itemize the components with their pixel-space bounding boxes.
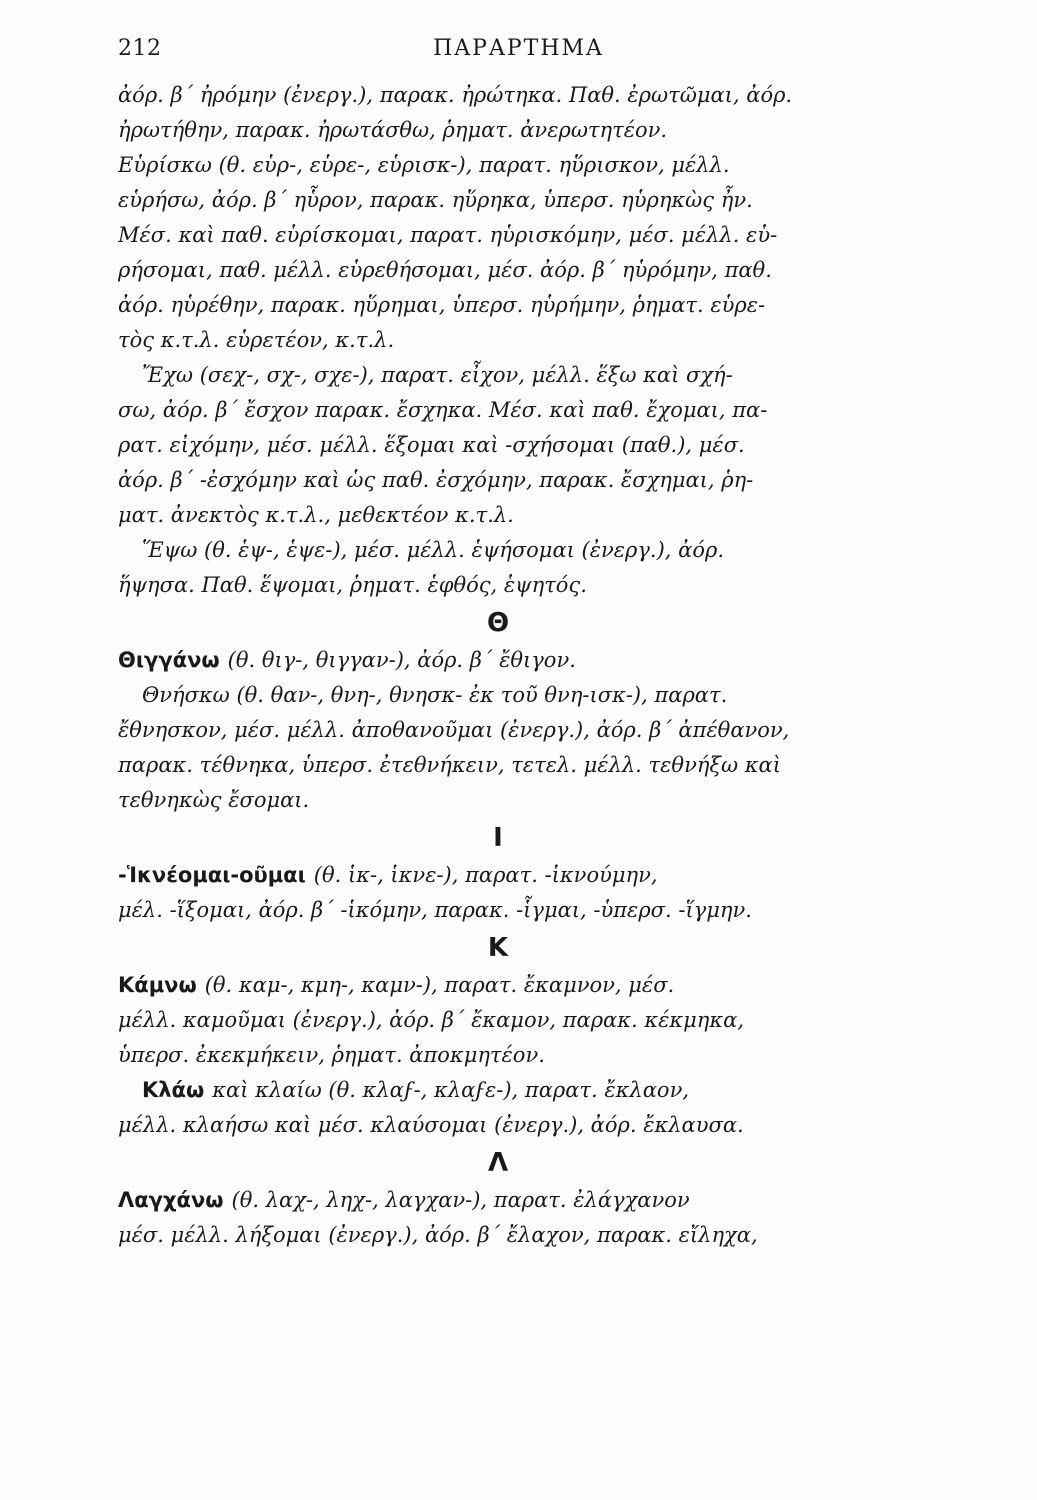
line-text: παρακ. τέθνηκα, ὑπερσ. ἐτεθνήκειν, τετελ. μέλλ. τεθνήξω καὶ bbox=[118, 753, 781, 777]
line-text: ἠρωτήθην, παρακ. ἠρωτάσθω, ῥηματ. ἀνερωτητέον. bbox=[118, 118, 668, 142]
text-line bbox=[118, 323, 878, 358]
line-text: ρατ. εἰχόμην, μέσ. μέλλ. ἕξομαι καὶ -σχήσομαι (παθ.), μέσ. bbox=[118, 433, 745, 457]
line-text: (θ. θιγ-, θιγγαν-), ἀόρ. β΄ ἔθιγον. bbox=[227, 648, 576, 672]
entry-head-line bbox=[118, 968, 878, 1003]
text-line bbox=[118, 1003, 878, 1038]
section-letter: Ι bbox=[493, 823, 503, 853]
page-header bbox=[118, 28, 919, 68]
page-body bbox=[118, 78, 878, 1253]
text-line bbox=[118, 463, 878, 498]
text-line bbox=[118, 1108, 878, 1143]
line-text: μέλ. -ἵξομαι, ἀόρ. β΄ -ἱκόμην, παρακ. -ἷγμαι, -ὑπερσ. -ἵγμην. bbox=[118, 898, 752, 922]
text-line bbox=[118, 533, 878, 568]
text-line bbox=[118, 183, 878, 218]
line-text: ἀόρ. β΄ ἠρόμην (ἐνεργ.), παρακ. ἠρώτηκα. Παθ. ἐρωτῶμαι, ἀόρ. bbox=[118, 83, 793, 107]
text-line bbox=[118, 568, 878, 603]
text-line bbox=[118, 713, 878, 748]
text-line bbox=[118, 393, 878, 428]
line-text: μέσ. μέλλ. λήξομαι (ἐνεργ.), ἀόρ. β΄ ἔλαχον, παρακ. εἴληχα, bbox=[118, 1223, 758, 1247]
entry-head-line bbox=[118, 1183, 878, 1218]
line-text: τὸς κ.τ.λ. εὑρετέον, κ.τ.λ. bbox=[118, 328, 395, 352]
line-text: τεθνηκὼς ἔσομαι. bbox=[118, 788, 310, 812]
section-letter: Λ bbox=[487, 1148, 509, 1178]
entry-lemma: -Ἱκνέομαι-οῦμαι bbox=[118, 863, 306, 887]
line-text: Ἕψω (θ. ἑψ-, ἑψε-), μέσ. μέλλ. ἑψήσομαι (ἐνεργ.), ἀόρ. bbox=[142, 538, 724, 562]
text-line bbox=[118, 748, 878, 783]
entry-lemma: Λαγχάνω bbox=[118, 1188, 224, 1212]
page-number: 212 bbox=[118, 36, 162, 61]
text-line bbox=[118, 1218, 878, 1253]
entry-head-line bbox=[118, 1073, 878, 1108]
line-text: ὑπερσ. ἐκεκμήκειν, ῥηματ. ἀποκμητέον. bbox=[118, 1043, 545, 1067]
line-text: Μέσ. καὶ παθ. εὑρίσκομαι, παρατ. ηὑρισκόμην, μέσ. μέλλ. εὑ- bbox=[118, 223, 778, 247]
text-line bbox=[118, 218, 878, 253]
line-text: καὶ κλαίω (θ. κλαϝ-, κλαϝε-), παρατ. ἔκλαον, bbox=[212, 1078, 690, 1102]
line-text: ἔθνησκον, μέσ. μέλλ. ἀποθανοῦμαι (ἐνεργ.), ἀόρ. β΄ ἀπέθανον, bbox=[118, 718, 790, 742]
text-line bbox=[118, 1038, 878, 1073]
line-text: Ἔχω (σεχ-, σχ-, σχε-), παρατ. εἶχον, μέλλ. ἕξω καὶ σχή- bbox=[142, 363, 733, 387]
line-text: μέλλ. καμοῦμαι (ἐνεργ.), ἀόρ. β΄ ἔκαμον, παρακ. κέκμηκα, bbox=[118, 1008, 745, 1032]
line-text: εὑρήσω, ἀόρ. β΄ ηὗρον, παρακ. ηὕρηκα, ὑπερσ. ηὑρηκὼς ἦν. bbox=[118, 188, 753, 212]
text-line bbox=[118, 358, 878, 393]
line-text: (θ. ἱκ-, ἱκνε-), παρατ. -ἱκνούμην, bbox=[313, 863, 658, 887]
line-text: ἀόρ. β΄ -ἐσχόμην καὶ ὡς παθ. ἐσχόμην, παρακ. ἔσχημαι, ῥη- bbox=[118, 468, 754, 492]
text-line bbox=[118, 678, 878, 713]
line-text: Θνήσκω (θ. θαν-, θνη-, θνησκ- ἐκ τοῦ θνη-ισκ-), παρατ. bbox=[142, 683, 728, 707]
entry-head-line bbox=[118, 643, 878, 678]
text-line bbox=[118, 253, 878, 288]
line-text: Εὑρίσκω (θ. εὑρ-, εὑρε-, εὑρισκ-), παρατ. ηὕρισκον, μέλλ. bbox=[118, 153, 730, 177]
text-line bbox=[118, 78, 878, 113]
text-line bbox=[118, 113, 878, 148]
text-line bbox=[118, 893, 878, 928]
line-text: (θ. καμ-, κμη-, καμν-), παρατ. ἔκαμνον, μέσ. bbox=[204, 973, 675, 997]
running-title: ΠΑΡΑΡΤΗΜΑ bbox=[433, 36, 604, 61]
entry-lemma: Κάμνω bbox=[118, 973, 197, 997]
text-line bbox=[118, 148, 878, 183]
section-letter: Θ bbox=[486, 608, 510, 638]
text-line bbox=[118, 428, 878, 463]
line-text: ἀόρ. ηὑρέθην, παρακ. ηὕρημαι, ὑπερσ. ηὑρήμην, ῥηματ. εὑρε- bbox=[118, 293, 766, 317]
line-text: (θ. λαχ-, ληχ-, λαγχαν-), παρατ. ἐλάγχανον bbox=[231, 1188, 690, 1212]
text-line bbox=[118, 783, 878, 818]
text-line bbox=[118, 288, 878, 323]
entry-lemma: Θιγγάνω bbox=[118, 648, 220, 672]
line-text: ρήσομαι, παθ. μέλλ. εὑρεθήσομαι, μέσ. ἀόρ. β΄ ηὑρόμην, παθ. bbox=[118, 258, 772, 282]
line-text: σω, ἀόρ. β΄ ἔσχον παρακ. ἔσχηκα. Μέσ. καὶ παθ. ἔχομαι, πα- bbox=[118, 398, 768, 422]
line-text: ἥψησα. Παθ. ἕψομαι, ῥηματ. ἑφθός, ἑψητός. bbox=[118, 573, 587, 597]
text-line bbox=[118, 498, 878, 533]
entry-lemma: Κλάω bbox=[142, 1078, 205, 1102]
line-text: ματ. ἀνεκτὸς κ.τ.λ., μεθεκτέον κ.τ.λ. bbox=[118, 503, 514, 527]
section-letter: Κ bbox=[487, 933, 509, 963]
entry-head-line bbox=[118, 858, 878, 893]
line-text: μέλλ. κλαήσω καὶ μέσ. κλαύσομαι (ἐνεργ.), ἀόρ. ἔκλαυσα. bbox=[118, 1113, 744, 1137]
